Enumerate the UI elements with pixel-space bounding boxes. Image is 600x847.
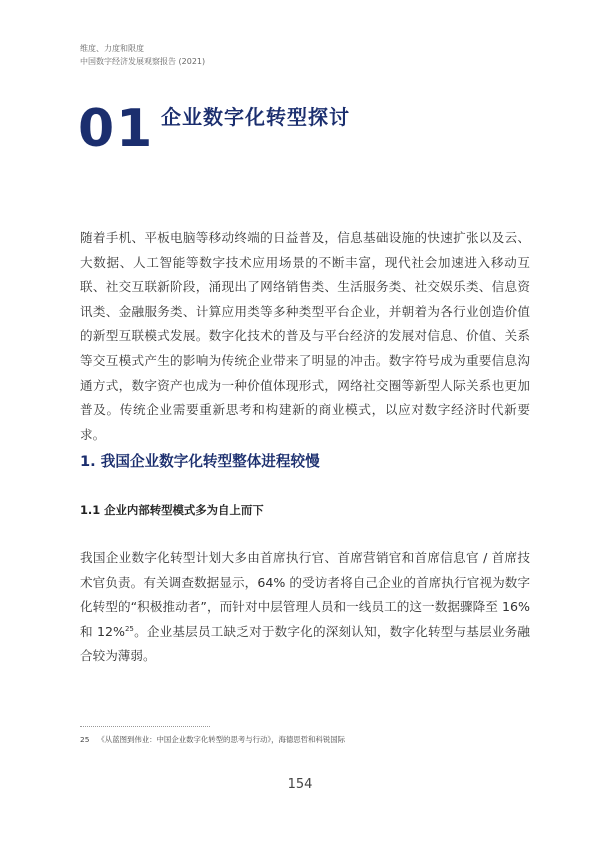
footnote	[80, 734, 345, 745]
chapter-number: 01	[78, 99, 155, 159]
page-number: 154	[287, 777, 313, 792]
footnote-divider	[80, 726, 210, 727]
header-line-2: 中国数字经济发展观察报告 (2021)	[80, 57, 206, 66]
section-heading: 1. 我国企业数字化转型整体进程较慢	[80, 453, 320, 470]
paragraph-text-part1: 我国企业数字化转型计划大多由首席执行官、首席营销官和首席信息官 / 首席技术官负责。有关调查数据显示，64% 的受访者将自己企业的首席执行官视为数字化转型的“积极推动者”，而针对中层管理人员和一线员工的这一数据骤降至 16% 和 12%	[80, 550, 530, 639]
footnote-text: 《从蓝图到伟业：中国企业数字化转型的思考与行动》，海德思哲和科锐国际	[97, 735, 345, 744]
footnote-number: 25	[80, 735, 90, 744]
running-header	[80, 42, 205, 68]
header-line-1: 维度、力度和限度	[80, 44, 144, 53]
subsection-paragraph	[80, 546, 530, 669]
paragraph-text-part2: 。企业基层员工缺乏对于数字化的深刻认知，数字化转型与基层业务融合较为薄弱。	[80, 623, 531, 664]
chapter-title: 企业数字化转型探讨	[161, 105, 350, 129]
footnote-reference: 25	[124, 624, 134, 633]
subsection-heading: 1.1 企业内部转型模式多为自上而下	[80, 503, 264, 517]
intro-paragraph: 随着手机、平板电脑等移动终端的日益普及，信息基础设施的快速扩张以及云、大数据、人工智能等数字技术应用场景的不断丰富，现代社会加速进入移动互联、社交互联新阶段，涌现出了网络销售类、生活服务类、社交娱乐类、信息资讯类、金融服务类、计算应用类等多种类型平台企业，并朝着为各行业创造价值的新型互联模式发展。数字化技术的普及与平台经济的发展对信息、价值、关系等交互模式产生的影响为传统企业带来了明显的冲击。数字符号成为重要信息沟通方式，数字资产也成为一种价值体现形式，网络社交圈等新型人际关系也更加普及。传统企业需要重新思考和构建新的商业模式，以应对数字经济时代新要求。	[80, 230, 530, 442]
